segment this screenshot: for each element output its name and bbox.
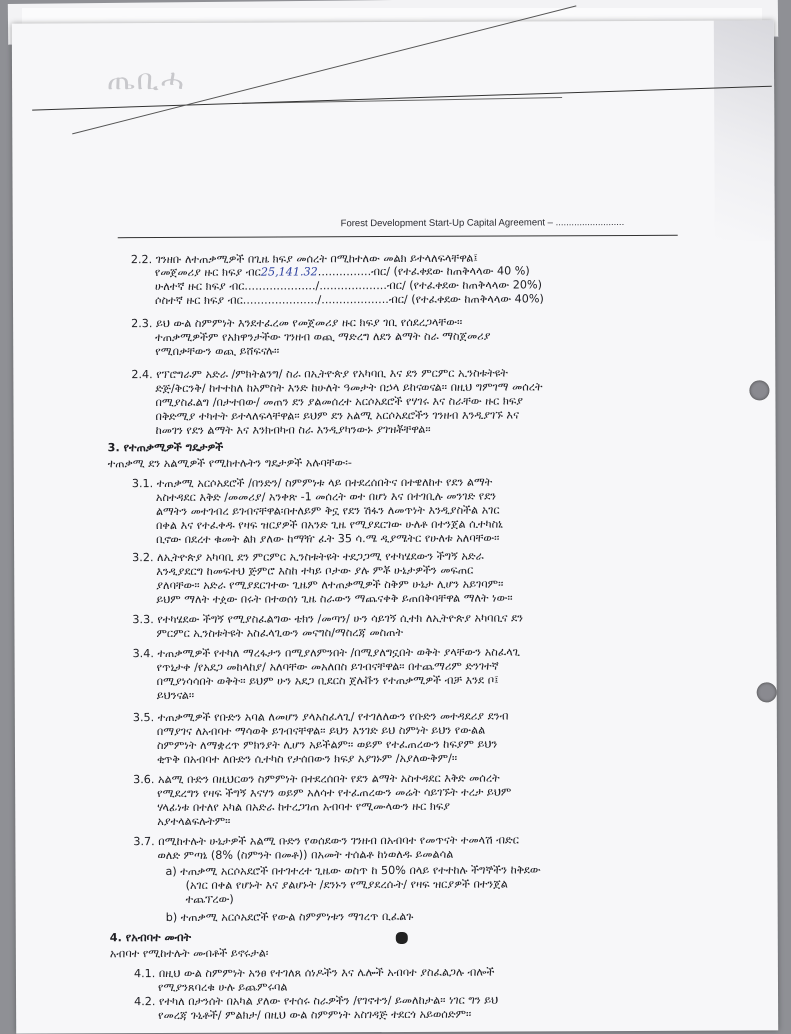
line-text: ቂጥቅ በአብባተ ለቡድን ሲተካስ የታሰበውን ክፍያ አያገኑም /አያለውቅም/፡፡ xyxy=(156,751,458,767)
line-text: የሚያንጸባረቁ ሁሉ ይጨምሩባል xyxy=(157,980,288,995)
line-text: አስተዳደር እቅድ /መመሪያ/ አንቀጽ -1 መሰረት ወተ በሆነ እና በተገቢሉ መንገድ የደን xyxy=(155,489,497,505)
line-text: 4.2. የተካለ በታንሰት በአካል ያለው የተሰሩ ስራዎችን /የገኖተን/ ይመለከታል፡፡ ነገር ግን ይህ xyxy=(134,993,499,1009)
document-line xyxy=(155,264,530,279)
line-text: 3.2. ለኢትዮጵያ አካባቢ ደን ምርምር ኢንስቱትዩት ተደጋጋሚ የተካሄደውን ችግኝ አድራ xyxy=(132,549,484,565)
document-line xyxy=(157,752,457,767)
line-text: በሚያነሳሳበት ወቅት፡፡ ይህም ሁን አደጋ ቢደርስ ጀሉቩን የተጠቃሚዎች ብቻ እንደ ቦ፤ xyxy=(156,673,499,689)
document-line xyxy=(165,863,540,878)
line-text: አብባተ የሚከተሉት መብቶች ይኖሩታል፡ xyxy=(109,946,269,961)
line-text: የመረጃ ጉኒቶች/ ምልክታ/ በዚህ ውል ስምምነት አስገዳጅ ተደርጎ አይወሰድም፡፡ xyxy=(158,1007,472,1023)
line-text: 2.3. ይህ ውል ስምምነት እንደተፈረመ የመጀመሪያ ዙር ክፍያ ገቢ የሰደረጋላቸው፡፡ xyxy=(131,315,463,331)
document-line xyxy=(133,710,509,725)
line-text: 3. የተጠቃሚዎች ግዴታዎች xyxy=(107,440,224,455)
document-line xyxy=(157,815,230,829)
document-line xyxy=(156,591,512,606)
line-text: ሶስተኛ ዙር ክፍያ ብር...................../...................ብር/ (የተፈቀደው ከጠቅላላው 40%) xyxy=(154,292,544,308)
line-text: በማያገና ለአብባተ ማሳወቅ ይገብናቸዋል፡፡ ይህን እንገድ ይህ ስምነት ይህን የውልል xyxy=(156,723,486,739)
line-text: ሃላፊነቱ በተለየ አካል በአድራ ከተረጋገጠ አብባተ የሚሙላውን ዙር ክፍያ xyxy=(157,799,451,815)
document-line xyxy=(156,490,496,505)
line-text: ይህም ማለት ተዸው በሩት በተወሰነ ጊዜ ስራውን ማጨናቀቅ ይጠበቅባቸዋል ማለት ነው፡፡ xyxy=(156,591,513,607)
line-text: ያለባቸው፡፡ አድራ የሚያደርገተው ጊዜም ለተጠቃሚዎች ስቅም ሁኔታ ሊሆን አይገባም፡፡ xyxy=(156,577,504,593)
document-line xyxy=(155,292,544,307)
line-text: የመጀመሪያ ዙር ክፍያ ብር xyxy=(154,265,261,280)
line-text: የጥኒታቀ /የአደጋ መከላከያ/ አለባቸው መአለበስ ይገብናቸዋል፡፡ በተጨማሪም ድንገተኛ xyxy=(156,659,499,675)
document-line xyxy=(131,367,508,382)
document-line xyxy=(156,423,431,438)
document-line xyxy=(132,476,493,491)
document-line xyxy=(157,848,453,863)
document-line xyxy=(157,738,497,753)
line-text: እንዲያደርግ ከመፍተህ ጅምሮ እስከ ተካይ ቦታው ያሉ ምቾ ሁኔታዎችን መፍጠር xyxy=(156,563,474,579)
document-line xyxy=(155,394,523,409)
document-line xyxy=(133,772,500,787)
document-line xyxy=(108,456,352,470)
document-line xyxy=(186,878,508,893)
document-page xyxy=(12,20,778,1033)
line-text: 3.4. ተጠቃሚዎች የተካለ ማረፋታን በሚያለምንበት /በሚያለግኗበት ወቅት ያላቸውን አስፈላጊ xyxy=(132,645,520,661)
line-text: የሚበቃቸውን ወጪ ይሸፍናሉ፡፡ xyxy=(155,344,280,359)
document-line xyxy=(155,408,519,423)
document-line xyxy=(157,674,499,689)
document-line xyxy=(157,800,450,815)
document-line xyxy=(132,611,523,626)
line-text: ቢኖው በደረተ ቁመት ልክ ያለው ከማዥ ፈት 35 ሳ.ሜ ዲያሜትር የሁለቱ አለባቸው፡፡ xyxy=(156,531,500,547)
line-text: ስምምነት ለማቋረጥ ምክንያት ሊሆን አይችልም፡፡ ወይም የተፈጠረውን ከፍያም ይህን xyxy=(156,737,498,753)
line-text: አያተላልፍሉትም፡፡ xyxy=(157,814,231,829)
line-text: 4. የአብባተ መብት xyxy=(109,930,192,945)
document-header: Forest Development Start-Up Capital Agreement – .......................... xyxy=(340,216,625,230)
faded-scribble: ጤቢሓ xyxy=(106,62,186,97)
document-line xyxy=(155,380,542,395)
document-line xyxy=(134,966,495,981)
document-line xyxy=(157,785,511,800)
line-text: ወለድ ምጣኔ (8% (ስምንት በመቶ)) በአመት ተሰልቶ ከነወለዱ ይመልሳል xyxy=(157,847,454,863)
document-line xyxy=(110,947,269,961)
document-line xyxy=(166,910,414,924)
line-text: 3.3. የተካሄደው ችግኝ የሚያስፈልግው ቴክን /መጣን/ ሁን ሳይገኝ ሲተክ ለኢትዮጵያ አካባቢና ደን xyxy=(132,611,524,627)
line-text: ምርምር ኢንስቱትዩት አስፈላጊውን መናግስ/ማስረጃ መስጠት xyxy=(156,625,404,641)
line-text: ተጠቃሚ ደን አልሚዎች የሚከተሉትን ግዴታዎች አሉባቸው፡- xyxy=(107,456,352,471)
document-line xyxy=(158,1008,471,1023)
document-line xyxy=(186,893,234,907)
line-text: a) ተጠቃሚ አርሶአደሮች በተገተረተ ጊዜው ወስጥ ከ 50% በላይ የተተከሉ ችግኞችን ከቅደው xyxy=(165,863,541,879)
document-line xyxy=(131,316,462,331)
line-text: 3.7. በሚከተሉት ሁኔታዎች አልሚ ቡድን የወሰደውን ገንዘብ በአብባተ የመጥናት ተመላሽ ብድር xyxy=(133,833,519,849)
line-text: ሁለተኛ ዙር ክፍያ ብር..................../...................ብር/ (የተፈቀደው ከጠቅላላው 20%) xyxy=(154,278,542,294)
line-text-rest: ...............ብር/ (የተፈቀደው ከጠቅላላው 40 %) xyxy=(317,264,530,279)
line-text: ከመገን የደን ልማት እና እንክብካብ ስራ እንዲያካንውኑ ያገዝቾቸዋል፡፡ xyxy=(155,422,431,438)
document-line xyxy=(134,994,498,1009)
document-line xyxy=(133,645,520,660)
line-text: 4.1. በዚህ ውል ስምምነት አንፀ የተገለጸ ሰነዶችን እና ሌሎች አብባተ ያስፈልጋሉ ብሎች xyxy=(133,965,495,981)
document-line xyxy=(156,532,499,547)
document-line xyxy=(157,724,485,739)
document-line xyxy=(156,518,503,533)
line-text: ተጠቃሚዎችም የአክዋንታችው ገንዘብ ወጪ ማድረግ ለደን ልማት ስራ ማስጀመሪያ xyxy=(155,329,491,345)
document-line xyxy=(158,980,287,994)
line-text: በሚያስፈልግ /በታተበው/ መጠን ደን ያልመሰረተ አርሶአደሮች የሃገሩ እና ስራቸው ዙር ክፍያ xyxy=(155,394,524,410)
document-line xyxy=(108,441,224,455)
line-text: በቀል እና የተፈቀዱ የዛፍ ዝርያዎች በአንድ ጊዜ የሚያደርገው ሁለቶ በተንጀል ሲተካስኒ xyxy=(155,517,503,533)
line-text: ድጅ/ቅርንቅ/ ከተተከለ ከአምስት እንድ ከሁለት ዓመታት በኃላ ይከናወናል፡፡ በዚህ ግምገማ መሰረት xyxy=(155,380,543,396)
document-line xyxy=(156,504,500,519)
document-body xyxy=(12,20,778,1033)
document-line xyxy=(155,278,542,293)
document-line xyxy=(156,564,473,579)
document-line xyxy=(156,626,403,640)
document-line xyxy=(133,833,519,848)
line-text: በቅድሚያ ተካተት ይተላለፍላቸዋል፡፡ ይህም ደን አልሚ አርሶአደሮችን ገንዘብ እንዲያገኙ እና xyxy=(155,408,520,424)
document-line xyxy=(155,345,279,359)
document-line xyxy=(110,931,191,945)
line-text: (አገር በቀል የሆኑት እና ያልሆኑት /ደንኑን የሚያደረሱት/ የዛፍ ዝርያዎች በተንጀል xyxy=(185,877,508,892)
line-text: 3.6. አልሚ ቡድን በዚህርወን ስምምነት በተደረሰበት የደን ልማት አስተዳደር እቅድ መሰረት xyxy=(133,771,500,787)
handwritten-amount: 25,141.32 xyxy=(260,265,318,279)
line-text: b) ተጠቃሚ አርሶአደሮች የውል ስምምነቱን ማገረጥ ቢፈልጉ xyxy=(165,909,414,925)
document-line xyxy=(155,330,490,345)
line-text: 2.4. የፕሮግራም አድራ /ምክትልንግ/ ስራ በኢትዮጵያ የአካባቢ እና ደን ምርምር ኢንስቱትዩት xyxy=(131,366,508,382)
line-text: የሚደረግን የዛፍ ችግኝ እናሃን ወይም አለሳተ የተፈጠረውን መሬት ሳይገኙት ተረታ ይህም xyxy=(157,785,512,801)
document-line xyxy=(157,689,194,703)
line-text: ይህንናል፡፡ xyxy=(156,688,195,703)
line-text: 3.1. ተጠቃሚ አርሶአደሮች /በንድን/ ስምምነቱ ላይ በተደረሰበትና በተዌለከተ የደን ልማት xyxy=(131,475,493,491)
document-line xyxy=(132,550,484,565)
document-line xyxy=(157,660,499,675)
line-text: ልማትን መተገብረ ይገብናቸዋል፡በተለይም ቅኗ የደን ሽፋን ለመጥነት እንዲያስችል አገር xyxy=(155,503,500,519)
document-line xyxy=(156,578,503,593)
line-text: ተጨፕረው) xyxy=(185,892,234,906)
line-text: 2.2. ገንዘቡ ለተጠቃሚዎች በጊዜ ክፍያ መሰረት በሚከተለው መልክ ይተላለፍላቸዋል፤ xyxy=(130,251,478,267)
line-text: 3.5. ተጠቃሚዎች የቡድን አባል ለመሆን ያላአስፈላጊ/ የተገለለውን የቡድን መተዳደሪያ ደንብ xyxy=(132,709,509,725)
